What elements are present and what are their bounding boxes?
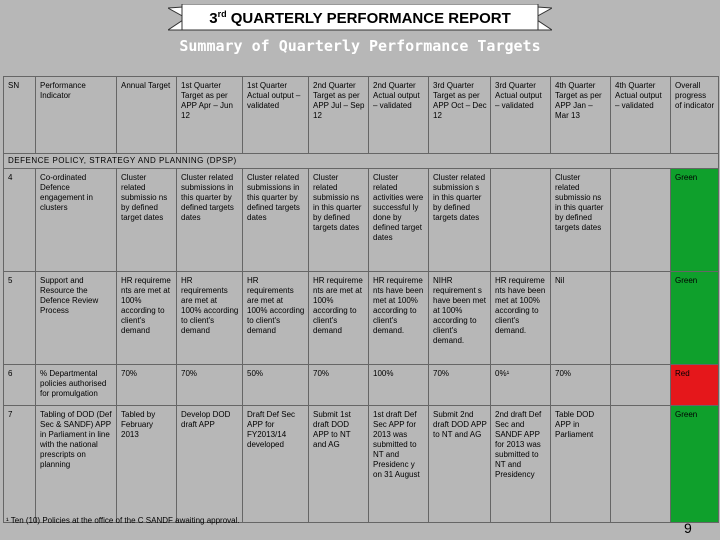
table-cell: Table DOD APP in Parliament [551, 406, 611, 523]
table-cell: Tabled by February 2013 [117, 406, 177, 523]
report-title: 3rd QUARTERLY PERFORMANCE REPORT [209, 9, 511, 27]
table-cell: 50% [243, 365, 309, 406]
footnote: ¹ Ten (10) Policies at the office of the C SANDF awaiting approval. [6, 516, 240, 525]
table-cell: 4 [4, 169, 36, 272]
table-cell: NIHR requirement s have been met at 100% according to client's demand. [429, 272, 491, 365]
table-cell: HR requirements are met at 100% according to client's demand [243, 272, 309, 365]
status-cell: Red [671, 365, 719, 406]
section-row [4, 154, 719, 169]
header-cell: 4th Quarter Target as per APP Jan – Mar 13 [551, 77, 611, 154]
table-cell [611, 406, 671, 523]
table-cell: HR requireme nts are met at 100% according to client's demand [117, 272, 177, 365]
page-subtitle: Summary of Quarterly Performance Targets [179, 37, 541, 55]
table-cell: HR requireme nts have been met at 100% according to client's demand. [369, 272, 429, 365]
header-cell: Overall progress of indicator [671, 77, 719, 154]
table-row [4, 406, 719, 523]
table-cell [611, 365, 671, 406]
table-cell: 70% [429, 365, 491, 406]
table-cell: 70% [117, 365, 177, 406]
table-cell: Draft Def Sec APP for FY2013/14 developed [243, 406, 309, 523]
table-cell [491, 169, 551, 272]
table-cell: 70% [551, 365, 611, 406]
table-cell: 70% [309, 365, 369, 406]
table-cell [611, 169, 671, 272]
table-cell: HR requirements are met at 100% according to client's demand [177, 272, 243, 365]
header-cell: 3rd Quarter Target as per APP Oct – Dec 12 [429, 77, 491, 154]
table-row [4, 272, 719, 365]
table-cell: % Departmental policies authorised for promulgation [36, 365, 117, 406]
table-cell: Tabling of DOD (Def Sec & SANDF) APP in Parliament in line with the national prescripts on planning [36, 406, 117, 523]
page-number: 9 [684, 520, 692, 536]
header-row [4, 77, 719, 154]
header-cell: Annual Target [117, 77, 177, 154]
table-cell: 5 [4, 272, 36, 365]
header-cell: 1st Quarter Actual output – validated [243, 77, 309, 154]
header-cell: 2nd Quarter Target as per APP Jul – Sep 12 [309, 77, 369, 154]
section-title: DEFENCE POLICY, STRATEGY AND PLANNING (DPSP) [4, 154, 719, 169]
report-banner [168, 4, 552, 32]
header-cell: 3rd Quarter Actual output – validated [491, 77, 551, 154]
table-cell: 2nd draft Def Sec and SANDF APP for 2013 was submitted to NT and Presidency [491, 406, 551, 523]
table-cell: Cluster related submissio ns in this quarter by defined targets dates [309, 169, 369, 272]
table-cell: Cluster related submissions in this quarter by defined targets dates [177, 169, 243, 272]
table-row [4, 365, 719, 406]
table-cell [611, 272, 671, 365]
table-cell: Submit 2nd draft DOD APP to NT and AG [429, 406, 491, 523]
status-cell: Green [671, 169, 719, 272]
status-cell: Green [671, 272, 719, 365]
header-cell: SN [4, 77, 36, 154]
table-row [4, 169, 719, 272]
table-cell: HR requireme nts have been met at 100% according to client's demand. [491, 272, 551, 365]
table-cell: 7 [4, 406, 36, 523]
table-cell: Submit 1st draft DOD APP to NT and AG [309, 406, 369, 523]
table-cell: 6 [4, 365, 36, 406]
status-cell: Green [671, 406, 719, 523]
header-cell: 1st Quarter Target as per APP Apr – Jun 12 [177, 77, 243, 154]
table-cell: Develop DOD draft APP [177, 406, 243, 523]
table-cell: Cluster related submission s in this quarter by defined targets dates [429, 169, 491, 272]
table-cell: Cluster related submissio ns by defined target dates [117, 169, 177, 272]
table-cell: Cluster related activities were successful ly done by defined target dates [369, 169, 429, 272]
table-cell: 100% [369, 365, 429, 406]
table-cell: Cluster related submissions in this quarter by defined targets dates [243, 169, 309, 272]
header-cell: 4th Quarter Actual output – validated [611, 77, 671, 154]
header-cell: 2nd Quarter Actual output – validated [369, 77, 429, 154]
header-cell: Performance Indicator [36, 77, 117, 154]
table-cell: 70% [177, 365, 243, 406]
table-cell: Support and Resource the Defence Review Process [36, 272, 117, 365]
performance-table [3, 76, 719, 523]
table-cell: 0%¹ [491, 365, 551, 406]
table-cell: Cluster related submissio ns in this quarter by defined targets dates [551, 169, 611, 272]
table-cell: Co-ordinated Defence engagement in clusters [36, 169, 117, 272]
table-cell: 1st draft Def Sec APP for 2013 was submitted to NT and Presidenc y on 31 August [369, 406, 429, 523]
table-cell: HR requireme nts are met at 100% according to client's demand [309, 272, 369, 365]
table-cell: Nil [551, 272, 611, 365]
